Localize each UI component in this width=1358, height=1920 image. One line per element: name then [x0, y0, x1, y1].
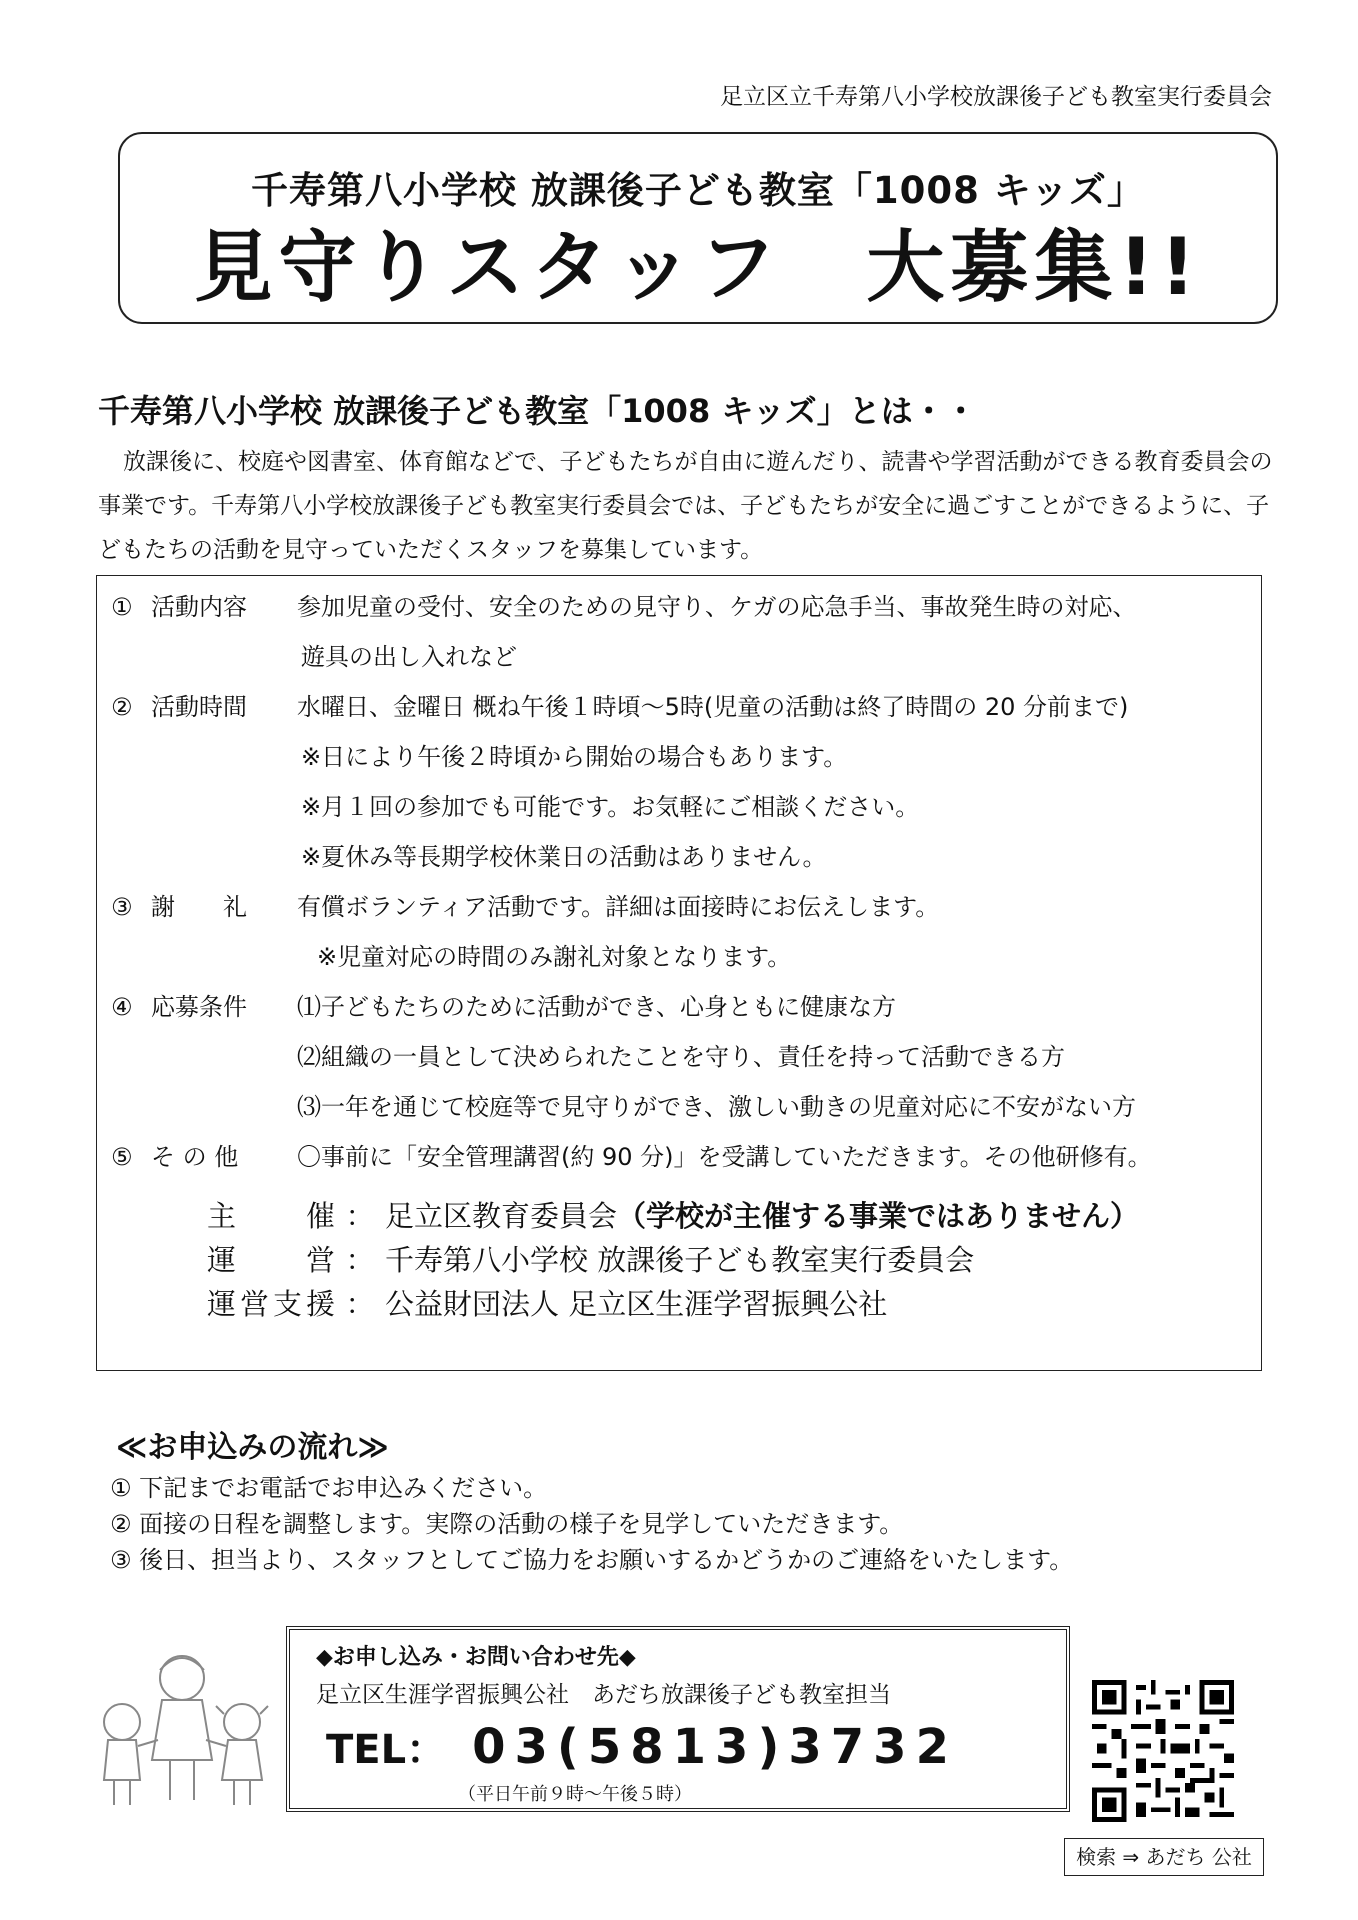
intro-text: 放課後に、校庭や図書室、体育館などで、子どもたちが自由に遊んだり、読書や学習活動ができる教育委員会の事業です。千寿第八小学校放課後子ども教室実行委員会では、子どもたちが安全に過ごすことができるように、子どもたちの活動を見守っていただくスタッフを募集しています。 [98, 449, 1273, 563]
detail-num: ⑤ [111, 1143, 133, 1171]
title-box [118, 132, 1278, 324]
detail-line: ※日により午後２時頃から開始の場合もあります。 [301, 743, 848, 771]
organizer-label: 運営 [207, 1243, 335, 1277]
detail-line: ⑵組織の一員として決められたことを守り、責任を持って活動できる方 [297, 1043, 1065, 1071]
flow-steps [110, 1470, 1073, 1578]
organizer-row-support [207, 1282, 887, 1326]
organizer-colon: ： [345, 1199, 375, 1233]
organizer-value: 公益財団法人 足立区生涯学習振興公社 [385, 1287, 888, 1321]
qr-code-icon[interactable] [1092, 1680, 1234, 1822]
organizer-colon: ： [345, 1243, 375, 1277]
detail-item-reward [111, 882, 297, 932]
tel-row [326, 1718, 958, 1775]
detail-item-conditions [111, 982, 297, 1032]
title-main: 見守りスタッフ 大募集!! [194, 223, 1202, 313]
detail-num: ② [111, 693, 133, 721]
search-hint: 検索 ⇒ あだち 公社 [1064, 1838, 1264, 1876]
organizer-note: （学校が主催する事業ではありません） [617, 1199, 1140, 1233]
flow-step: ② 面接の日程を調整します。実際の活動の様子を見学していただきます。 [110, 1510, 904, 1538]
title-subtitle: 千寿第八小学校 放課後子ども教室「1008 キッズ」 [251, 169, 1145, 212]
detail-line: ※月１回の参加でも可能です。お気軽にご相談ください。 [301, 793, 920, 821]
organizer-row-host [207, 1194, 1139, 1238]
intro-heading: 千寿第八小学校 放課後子ども教室「1008 キッズ」とは・・ [98, 392, 977, 430]
organizer-value: 千寿第八小学校 放課後子ども教室実行委員会 [385, 1243, 975, 1277]
flow-step: ③ 後日、担当より、スタッフとしてご協力をお願いするかどうかのご連絡をいたします。 [110, 1546, 1074, 1574]
detail-line: ※夏休み等長期学校休業日の活動はありません。 [301, 843, 827, 871]
detail-num: ④ [111, 993, 133, 1021]
detail-label: そ の 他 [151, 1143, 239, 1171]
detail-line: ⑶一年を通じて校庭等で見守りができ、激しい動きの児童対応に不安がない方 [297, 1093, 1137, 1121]
organizer-label: 運営支援 [207, 1287, 335, 1321]
contact-heading: ◆お申し込み・お問い合わせ先◆ [316, 1645, 636, 1670]
detail-num: ① [111, 593, 133, 621]
tel-hours: （平日午前９時～午後５時） [458, 1784, 692, 1805]
detail-label: 謝 礼 [151, 893, 247, 921]
detail-item-time [111, 682, 297, 732]
detail-line: 有償ボランティア活動です。詳細は面接時にお伝えします。 [297, 893, 940, 921]
detail-num: ③ [111, 893, 133, 921]
detail-line: 〇事前に「安全管理講習(約 90 分)」を受講していただきます。その他研修有。 [297, 1143, 1152, 1171]
detail-item-activity [111, 582, 297, 632]
organizer-name: 足立区立千寿第八小学校放課後子ども教室実行委員会 [720, 84, 1272, 110]
details-box [96, 575, 1262, 1371]
contact-box [286, 1626, 1070, 1812]
organizer-row-operation [207, 1238, 974, 1282]
detail-line: 水曜日、金曜日 概ね午後１時頃～5時(児童の活動は終了時間の 20 分前まで) [297, 693, 1129, 721]
tel-number[interactable]: 03(5813)3732 [472, 1719, 958, 1775]
children-illustration [92, 1640, 272, 1810]
organizer-label: 主催 [207, 1199, 335, 1233]
organizer-value: 足立区教育委員会 [385, 1199, 618, 1233]
detail-item-other [111, 1132, 297, 1182]
flow-step: ① 下記までお電話でお申込みください。 [110, 1474, 548, 1502]
detail-label: 活動時間 [151, 693, 247, 721]
detail-line: 参加児童の受付、安全のための見守り、ケガの応急手当、事故発生時の対応、 [297, 593, 1137, 621]
detail-label: 応募条件 [151, 993, 247, 1021]
contact-organization: 足立区生涯学習振興公社 あだち放課後子ども教室担当 [316, 1682, 891, 1708]
detail-label: 活動内容 [151, 593, 247, 621]
detail-line: ※児童対応の時間のみ謝礼対象となります。 [317, 943, 792, 971]
detail-line: 遊具の出し入れなど [301, 643, 517, 671]
flow-heading: ≪お申込みの流れ≫ [116, 1430, 389, 1465]
organizer-colon: ： [345, 1287, 375, 1321]
tel-label: TEL： [326, 1727, 447, 1773]
detail-line: ⑴子どもたちのために活動ができ、心身ともに健康な方 [297, 993, 897, 1021]
